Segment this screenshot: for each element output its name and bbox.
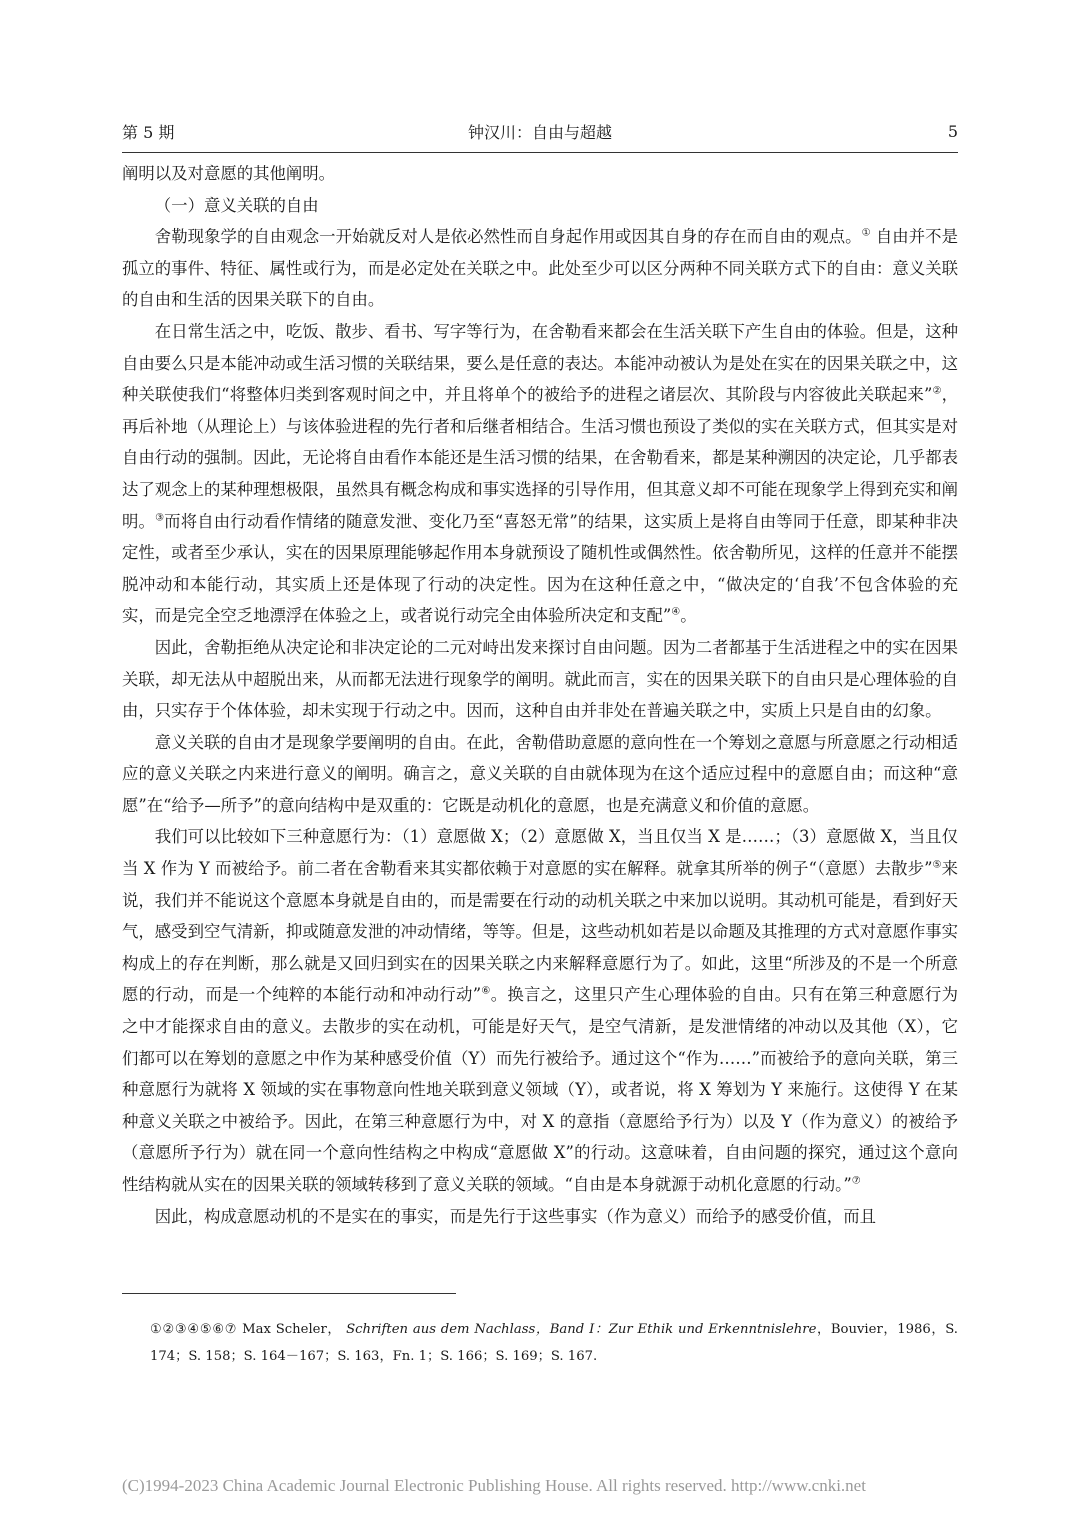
issue-number: 第 5 期 (122, 122, 175, 142)
paragraph: 在日常生活之中，吃饭、散步、看书、写字等行为，在舍勒看来都会在生活关联下产生自由的体验。但是，这种自由要么只是本能冲动或生活习惯的关联结果，要么是任意的表达。本能冲动被认为是处在实在的因果关联之中，这种关联使我们“将整体归类到客观时间之中，并且将单个的被给予的进程之诸层次、其阶段与内容彼此关联起来”②，再后补地（从理论上）与该体验进程的先行者和后继者相结合。生活习惯也预设了类似的实在关联方式，但其实是对自由行动的强制。因此，无论将自由看作本能还是生活习惯的结果，在舍勒看来，都是某种溯因的决定论，几乎都表达了观念上的某种理想极限，虽然具有概念构成和事实选择的引导作用，但其意义却不可能在现象学上得到充实和阐明。③而将自由行动看作情绪的随意发泄、变化乃至“喜怒无常”的结果，这实质上是将自由等同于任意，即某种非决定性，或者至少承认，实在的因果原理能够起作用本身就预设了随机性或偶然性。依舍勒所见，这样的任意并不能摆脱冲动和本能行动，其实质上还是体现了行动的决定性。因为在这种任意之中，“做决定的‘自我’不包含体验的充实，而是完全空乏地漂浮在体验之上，或者说行动完全由体验所决定和支配”④。 (122, 321, 958, 626)
footnote-citation: ，Bouvier，1986，S. 174；S. 158；S. 164－167；S. 163，Fn. 1；S. 166；S. 169；S. 167. (150, 1322, 958, 1364)
paragraph: 我们可以比较如下三种意愿行为：（1）意愿做 X；（2）意愿做 X，当且仅当 X 是……；（3）意愿做 X，当且仅当 X 作为 Y 而被给予。前二者在舍勒看来其实都依赖于对意愿的实在解释。就拿其所举的例子“（意愿）去散步”⑤来说，我们并不能说这个意愿本身就是自由的，而是需要在行动的动机关联之中来加以说明。其动机可能是，看到好天气，感受到空气清新，抑或随意发泄的冲动情绪，等等。但是，这些动机如若是以命题及其推理的方式对意愿作事实构成上的存在判断，那么就是又回归到实在的因果关联之内来解释意愿行为了。如此，这里“所涉及的不是一个所意愿的行动，而是一个纯粹的本能行动和冲动行动”⑥。换言之，这里只产生心理体验的自由。只有在第三种意愿行为之中才能探求自由的意义。去散步的实在动机，可能是好天气，是空气清新，是发泄情绪的冲动以及其他（X），它们都可以在筹划的意愿之中作为某种感受价值（Y）而先行被给予。通过这个“作为……”而被给予的意向关联，第三种意愿行为就将 X 领域的实在事物意向性地关联到意义领域（Y），或者说，将 X 筹划为 Y 来施行。这使得 Y 在某种意义关联之中被给予。因此，在第三种意愿行为中，对 X 的意指（意愿给予行为）以及 Y（作为意义）的被给予（意愿所予行为）就在同一个意向性结构之中构成“意愿做 X”的行动。这意味着，自由问题的探究，通过这个意向性结构就从实在的因果关联的领域转移到了意义关联的领域。“自由是本身就源于动机化意愿的行动。”⑦ (122, 827, 959, 1194)
paragraph: 意义关联的自由才是现象学要阐明的自由。在此，舍勒借助意愿的意向性在一个筹划之意愿与所意愿之行动相适应的意义关联之内来进行意义的阐明。确言之，意义关联的自由就体现为在这个适应过程中的意愿自由；而这种“意愿”在“给予—所予”的意向结构中是双重的：它既是动机化的意愿，也是充满意义和价值的意愿。 (122, 732, 958, 815)
footnote (150, 1316, 958, 1370)
footnote-ref[interactable]: ⑤ (932, 859, 942, 871)
page-number: 5 (947, 121, 958, 141)
footnote-ref[interactable]: ① (861, 227, 871, 239)
paragraph: 阐明以及对意愿的其他阐明。 (122, 164, 336, 183)
page-header (122, 116, 958, 153)
running-title: 钟汉川：自由与超越 (467, 122, 612, 142)
footnote-ref[interactable]: ④ (671, 606, 681, 618)
footnote-author: Max Scheler， (242, 1322, 342, 1337)
footnote-divider (122, 1293, 456, 1294)
footnote-title: Schriften aus dem Nachlass，Band I：Zur Ethik und Erkenntnislehre (346, 1322, 817, 1337)
section-heading: （一）意义关联的自由 (154, 195, 319, 215)
footnote-ref[interactable]: ② (932, 385, 942, 397)
footnote-ref[interactable]: ⑦ (851, 1175, 861, 1187)
footnote-marks: ①②③④⑤⑥⑦ (150, 1322, 238, 1337)
paragraph: 舍勒现象学的自由观念一开始就反对人是依必然性而自身起作用或因其自身的存在而自由的观点。① 自由并不是孤立的事件、特征、属性或行为，而是必定处在关联之中。此处至少可以区分两种不同关联方式下的自由：意义关联的自由和生活的因果关联下的自由。 (122, 227, 959, 310)
paragraph: 因此，构成意愿动机的不是实在的事实，而是先行于这些事实（作为意义）而给予的感受价值，而且 (154, 1206, 876, 1226)
copyright-notice: (C)1994-2023 China Academic Journal Electronic Publishing House. All rights reserved. http://www.cnki.net (122, 1476, 866, 1495)
article-body (122, 158, 958, 1232)
paragraph: 因此，舍勒拒绝从决定论和非决定论的二元对峙出发来探讨自由问题。因为二者都基于生活进程之中的实在因果关联，却无法从中超脱出来，从而都无法进行现象学的阐明。就此而言，实在的因果关联下的自由只是心理体验的自由，只实存于个体体验，却未实现于行动之中。因而，这种自由并非处在普遍关联之中，实质上只是自由的幻象。 (122, 637, 958, 721)
footnote-ref[interactable]: ⑥ (481, 985, 491, 997)
footnote-ref[interactable]: ③ (155, 512, 165, 524)
